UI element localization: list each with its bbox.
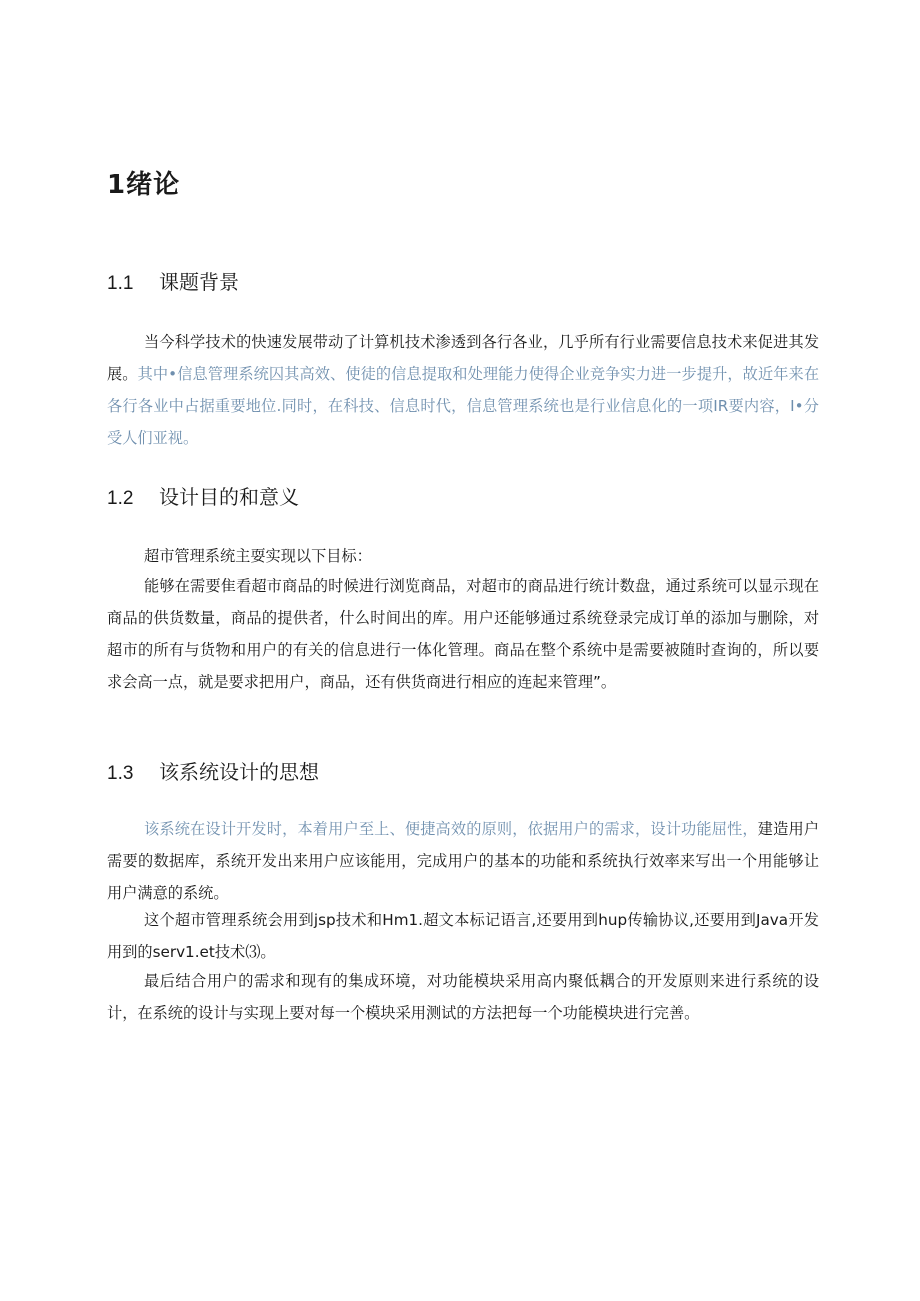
paragraph-goals-intro: 超市管理系统主耍实现以下目标： <box>144 547 372 565</box>
paragraph-background <box>107 326 819 454</box>
paragraph-text-blue: 该系统在设计开发时，本着用户至上、便捷高效的原则，依据用户的需求，设计功能屈性， <box>144 820 758 838</box>
section-number: 1.3 <box>107 763 134 784</box>
section-number: 1.2 <box>107 488 134 509</box>
paragraph-methodology: 最后结合用户的需求和现有的集成环境，对功能模块采用高内聚低耦合的开发原则来进行系统的设计，在系统的设计与实现上要对每一个模块采用测试的方法把每一个功能模块进行完善。 <box>107 972 819 1022</box>
paragraph-text-blue: 其中•信息管理系统囚其高效、使徒的信息提取和处理能力使得企业竞争实力进一步提升，故近年来在各行各业中占据重要地位.同时，在科技、信息时代，信息管理系统也是行业信息化的一项IR要内容，I•分受人们亚视。 <box>107 365 820 447</box>
paragraph-text-black: 建造用户需要的数据库，系统开发出来用户应该能用，完成用户的基本的功能和系统执行效率来写出一个用能够让用户满意的系统。 <box>107 820 820 902</box>
paragraph-design-principle <box>107 813 819 909</box>
section-title: 该系统设计的思想 <box>159 760 319 784</box>
paragraph-technologies: 这个超市管理系统会用到jsp技术和Hm1.超文本标记语言,还要用到hup传输协议,还要用到Java开发用到的serv1.et技术⑶。 <box>107 911 819 961</box>
section-heading-1-1 <box>107 266 239 295</box>
section-title: 课题背景 <box>159 270 239 294</box>
section-heading-1-3 <box>107 756 319 785</box>
chapter-title: 1绪论 <box>107 170 181 200</box>
section-title: 设计目的和意义 <box>159 485 299 509</box>
paragraph-goals-detail: 能够在需要隹看超市商品的时候进行浏览商品，对超市的商品进行统计数盘，通过系统可以显示现在商品的供货数量，商品的提供者，什么时间出的库。用户还能够通过系统登录完成订单的添加与删除，对超市的所有与货物和用户的有关的信息进行一体化管理。商品在整个系统中是需要被随时查询的，所以要求会高一点，就是要求把用户，商品，还有供货商进行相应的连起来管理”。 <box>107 577 819 691</box>
paragraph-text-black: 当今科学技术的快速发展带动了计算机技术渗透到各行各业，几乎所有行业需要信息技术来促进其发展。 <box>107 333 819 383</box>
section-heading-1-2 <box>107 481 299 510</box>
section-number: 1.1 <box>107 273 134 294</box>
